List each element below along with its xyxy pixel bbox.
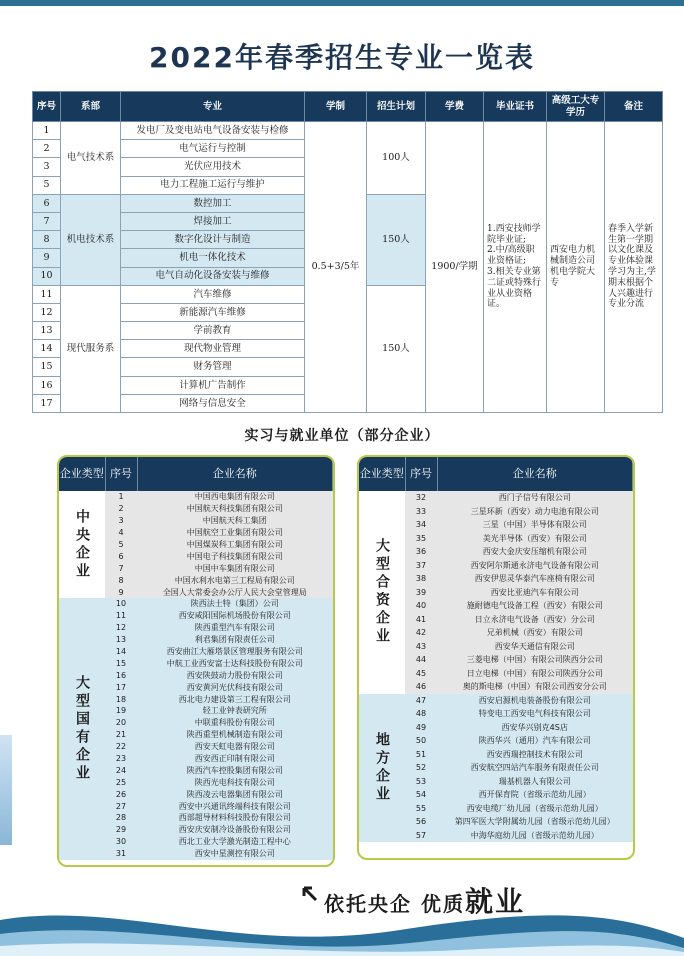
company-no: 46 xyxy=(405,680,437,694)
company-name: 西开保育院（省级示范幼儿园） xyxy=(437,788,633,802)
company-row xyxy=(359,694,633,708)
department-cell: 机电技术系 xyxy=(61,194,121,285)
plan-cell: 150人 xyxy=(367,285,426,412)
major-cell: 电气运行与控制 xyxy=(121,140,305,158)
company-no: 17 xyxy=(105,681,137,693)
major-cell: 汽车维修 xyxy=(121,285,305,303)
company-name: 三菱电梯（中国）有限公司陕西分公司 xyxy=(437,653,633,667)
company-name: 西安西瑞控制技术有限公司 xyxy=(437,748,633,762)
company-name: 陕西重型汽车有限公司 xyxy=(137,622,333,634)
row-no: 14 xyxy=(33,340,61,358)
col-header-certificate: 毕业证书 xyxy=(484,92,547,122)
row-no: 11 xyxy=(33,285,61,303)
company-no: 57 xyxy=(405,829,437,843)
company-no: 52 xyxy=(405,761,437,775)
company-name: 陕西法士特（集团）公司 xyxy=(137,598,333,610)
company-name: 西安中兴通讯终端科技有限公司 xyxy=(137,800,333,812)
row-no: 17 xyxy=(33,394,61,412)
table-row xyxy=(33,122,663,140)
major-cell: 焊接加工 xyxy=(121,212,305,230)
company-name: 三星环新（西安）动力电池有限公司 xyxy=(437,505,633,519)
company-name: 西安大金庆安压缩机有限公司 xyxy=(437,545,633,559)
row-no: 1 xyxy=(33,122,61,140)
company-no: 8 xyxy=(105,574,137,586)
side-decoration xyxy=(0,735,12,845)
major-cell: 光伏应用技术 xyxy=(121,158,305,176)
page-title: 2022年春季招生专业一览表 xyxy=(149,41,535,74)
remark-cell: 春季入学新生第一学期以文化课及专业体验课学习为主,学期末根据个人兴趣进行专业分流 xyxy=(605,122,663,413)
company-name: 西安电缆厂幼儿园（省级示范幼儿园） xyxy=(437,802,633,816)
major-cell: 数字化设计与制造 xyxy=(121,231,305,249)
company-name: 中国煤炭科工集团有限公司 xyxy=(137,539,333,551)
slogan xyxy=(324,880,525,920)
company-no: 35 xyxy=(405,532,437,546)
company-no: 48 xyxy=(405,707,437,721)
company-name: 西安天虹电器有限公司 xyxy=(137,741,333,753)
company-type-cell: 大型国有企业 xyxy=(59,598,105,860)
companies-panel-left xyxy=(57,455,335,867)
company-name: 中国航天科技集团有限公司 xyxy=(137,503,333,515)
college-cell: 西安电力机械制造公司机电学院大专 xyxy=(547,122,605,413)
row-no: 7 xyxy=(33,212,61,230)
company-no: 32 xyxy=(405,491,437,505)
company-row xyxy=(59,491,333,503)
major-cell: 现代物业管理 xyxy=(121,340,305,358)
company-name: 利君集团有限责任公司 xyxy=(137,634,333,646)
company-name: 中国水利水电第三工程局有限公司 xyxy=(137,574,333,586)
company-name: 西安黄河光伏科技有限公司 xyxy=(137,681,333,693)
plan-cell: 100人 xyxy=(367,122,426,195)
company-row xyxy=(359,491,633,505)
company-name: 施耐德电气设备工程（西安）有限公司 xyxy=(437,599,633,613)
company-name: 西安比亚迪汽车有限公司 xyxy=(437,586,633,600)
major-cell: 机电一体化技术 xyxy=(121,249,305,267)
company-name: 陕西光电科技有限公司 xyxy=(137,776,333,788)
company-no: 49 xyxy=(405,721,437,735)
company-no: 29 xyxy=(105,824,137,836)
company-name: 日立电梯（中国）有限公司陕西分公司 xyxy=(437,667,633,681)
company-no: 41 xyxy=(405,613,437,627)
company-name: 中海华庭幼儿园（省级示范幼儿园） xyxy=(437,829,633,843)
col-header-type: 企业类型 xyxy=(59,457,105,491)
company-no: 36 xyxy=(405,545,437,559)
certificate-cell: 1.西安技师学院毕业证; 2.中/高级职业资格证; 3.相关专业第二证或特殊行业从业资格证。 xyxy=(484,122,547,413)
enrollment-table xyxy=(32,91,663,413)
major-cell: 电气自动化设备安装与维修 xyxy=(121,267,305,285)
slogan-text: 依托央企 优质 xyxy=(324,892,465,916)
col-header-major: 专业 xyxy=(121,92,305,122)
department-cell: 现代服务系 xyxy=(61,285,121,412)
company-type-cell: 地方企业 xyxy=(359,694,405,843)
company-name: 兄弟机械（西安）有限公司 xyxy=(437,626,633,640)
col-header-plan: 招生计划 xyxy=(367,92,426,122)
company-name: 全国人大常委会办公厅人民大会堂管理局 xyxy=(137,586,333,598)
company-no: 6 xyxy=(105,550,137,562)
company-name: 三星（中国）半导体有限公司 xyxy=(437,518,633,532)
company-no: 47 xyxy=(405,694,437,708)
company-name: 陕西重型机械制造有限公司 xyxy=(137,729,333,741)
company-no: 43 xyxy=(405,640,437,654)
company-name: 西安华天通信有限公司 xyxy=(437,640,633,654)
major-cell: 发电厂及变电站电气设备安装与检修 xyxy=(121,122,305,140)
company-no: 44 xyxy=(405,653,437,667)
fee-cell: 1900/学期 xyxy=(426,122,484,413)
companies-panel-right xyxy=(357,455,635,860)
company-name: 日立永济电气设备（西安）分公司 xyxy=(437,613,633,627)
col-header-type: 企业类型 xyxy=(359,457,405,491)
col-header-duration: 学制 xyxy=(305,92,367,122)
top-accent-bar xyxy=(0,0,684,6)
company-name: 西安西正印制有限公司 xyxy=(137,753,333,765)
major-cell: 电力工程施工运行与维护 xyxy=(121,176,305,194)
company-name: 陕西汽车控股集团有限公司 xyxy=(137,764,333,776)
company-no: 42 xyxy=(405,626,437,640)
company-no: 1 xyxy=(105,491,137,503)
company-no: 34 xyxy=(405,518,437,532)
companies-header-row xyxy=(359,457,633,491)
company-name: 中国电子科技集团有限公司 xyxy=(137,550,333,562)
col-header-fee: 学费 xyxy=(426,92,484,122)
col-header-name: 企业名称 xyxy=(137,457,333,491)
company-no: 50 xyxy=(405,734,437,748)
company-no: 12 xyxy=(105,622,137,634)
major-cell: 计算机广告制作 xyxy=(121,376,305,394)
company-name: 陕西凌云电器集团有限公司 xyxy=(137,788,333,800)
company-no: 54 xyxy=(405,788,437,802)
company-name: 西安曲江大雁塔景区管理服务有限公司 xyxy=(137,646,333,658)
company-name: 西安咸阳国际机场股份有限公司 xyxy=(137,610,333,622)
major-cell: 网络与信息安全 xyxy=(121,394,305,412)
companies-section-title: 实习与就业单位（部分企业） xyxy=(244,428,440,444)
company-no: 28 xyxy=(105,812,137,824)
company-name: 特变电工西安电气科技有限公司 xyxy=(437,707,633,721)
plan-cell: 150人 xyxy=(367,194,426,285)
company-name: 西安阿尔斯通永济电气设备有限公司 xyxy=(437,559,633,573)
row-no: 6 xyxy=(33,194,61,212)
company-no: 16 xyxy=(105,669,137,681)
companies-table-right xyxy=(359,457,633,842)
col-header-name: 企业名称 xyxy=(437,457,633,491)
row-no: 8 xyxy=(33,231,61,249)
company-no: 25 xyxy=(105,776,137,788)
company-name: 中航工业西安富士达科技股份有限公司 xyxy=(137,657,333,669)
col-header-no: 序号 xyxy=(33,92,61,122)
company-no: 40 xyxy=(405,599,437,613)
company-no: 45 xyxy=(405,667,437,681)
companies-table-left xyxy=(59,457,333,860)
company-name: 中国西电集团有限公司 xyxy=(137,491,333,503)
company-name: 西安伊思灵华泰汽车座椅有限公司 xyxy=(437,572,633,586)
company-name: 陕西华兴（通用）汽车有限公司 xyxy=(437,734,633,748)
major-cell: 数控加工 xyxy=(121,194,305,212)
company-name: 中国航天科工集团 xyxy=(137,515,333,527)
company-no: 37 xyxy=(405,559,437,573)
row-no: 5 xyxy=(33,176,61,194)
company-no: 5 xyxy=(105,539,137,551)
company-no: 31 xyxy=(105,848,137,860)
company-name: 第四军医大学附属幼儿园（省级示范幼儿园） xyxy=(437,815,633,829)
company-no: 26 xyxy=(105,788,137,800)
row-no: 9 xyxy=(33,249,61,267)
company-type-cell: 大型合资企业 xyxy=(359,491,405,694)
row-no: 13 xyxy=(33,322,61,340)
company-no: 27 xyxy=(105,800,137,812)
company-row xyxy=(59,598,333,610)
slogan-emphasis: 就业 xyxy=(464,885,525,918)
company-no: 11 xyxy=(105,610,137,622)
arrow-up-left-icon xyxy=(300,884,320,904)
company-name: 轻工业钟表研究所 xyxy=(137,705,333,717)
col-header-no: 序号 xyxy=(405,457,437,491)
company-name: 中国航空工业集团有限公司 xyxy=(137,527,333,539)
duration-cell: 0.5+3/5年 xyxy=(305,122,367,413)
company-no: 33 xyxy=(405,505,437,519)
col-header-college: 高级工大专学历 xyxy=(547,92,605,122)
company-type-cell: 中央企业 xyxy=(59,491,105,598)
col-header-remark: 备注 xyxy=(605,92,663,122)
row-no: 10 xyxy=(33,267,61,285)
company-no: 30 xyxy=(105,836,137,848)
company-no: 55 xyxy=(405,802,437,816)
company-name: 中联重科股份有限公司 xyxy=(137,717,333,729)
company-no: 39 xyxy=(405,586,437,600)
company-no: 13 xyxy=(105,634,137,646)
company-name: 西安航空四站汽车服务有限责任公司 xyxy=(437,761,633,775)
company-name: 西安庆安制冷设备股份有限公司 xyxy=(137,824,333,836)
company-name: 美光半导体（西安）有限公司 xyxy=(437,532,633,546)
company-no: 51 xyxy=(405,748,437,762)
row-no: 3 xyxy=(33,158,61,176)
companies-header-row xyxy=(59,457,333,491)
row-no: 2 xyxy=(33,140,61,158)
col-header-no: 序号 xyxy=(105,457,137,491)
company-no: 14 xyxy=(105,646,137,658)
company-no: 9 xyxy=(105,586,137,598)
company-no: 3 xyxy=(105,515,137,527)
company-name: 奥的斯电梯（中国）有限公司西安分公司 xyxy=(437,680,633,694)
company-name: 西门子信号有限公司 xyxy=(437,491,633,505)
company-no: 7 xyxy=(105,562,137,574)
company-name: 西安陕鼓动力股份有限公司 xyxy=(137,669,333,681)
company-no: 20 xyxy=(105,717,137,729)
company-no: 18 xyxy=(105,693,137,705)
company-name: 西部超导材料科技股份有限公司 xyxy=(137,812,333,824)
company-no: 23 xyxy=(105,753,137,765)
company-name: 西安启源机电装备股份有限公司 xyxy=(437,694,633,708)
department-cell: 电气技术系 xyxy=(61,122,121,195)
company-no: 19 xyxy=(105,705,137,717)
company-no: 2 xyxy=(105,503,137,515)
table-header-row xyxy=(33,92,663,122)
company-name: 中国中车集团有限公司 xyxy=(137,562,333,574)
major-cell: 财务管理 xyxy=(121,358,305,376)
company-no: 22 xyxy=(105,741,137,753)
company-no: 10 xyxy=(105,598,137,610)
company-name: 西安中星测控有限公司 xyxy=(137,848,333,860)
col-header-department: 系部 xyxy=(61,92,121,122)
company-no: 56 xyxy=(405,815,437,829)
company-no: 38 xyxy=(405,572,437,586)
row-no: 12 xyxy=(33,303,61,321)
major-cell: 新能源汽车维修 xyxy=(121,303,305,321)
company-name: 西安华兴别克4S店 xyxy=(437,721,633,735)
major-cell: 学前教育 xyxy=(121,322,305,340)
company-name: 西北工业大学激光制造工程中心 xyxy=(137,836,333,848)
company-no: 21 xyxy=(105,729,137,741)
row-no: 16 xyxy=(33,376,61,394)
company-name: 瑞基机器人有限公司 xyxy=(437,775,633,789)
company-no: 24 xyxy=(105,764,137,776)
company-name: 西北电力建设第三工程有限公司 xyxy=(137,693,333,705)
company-no: 15 xyxy=(105,657,137,669)
row-no: 15 xyxy=(33,358,61,376)
company-no: 4 xyxy=(105,527,137,539)
company-no: 53 xyxy=(405,775,437,789)
